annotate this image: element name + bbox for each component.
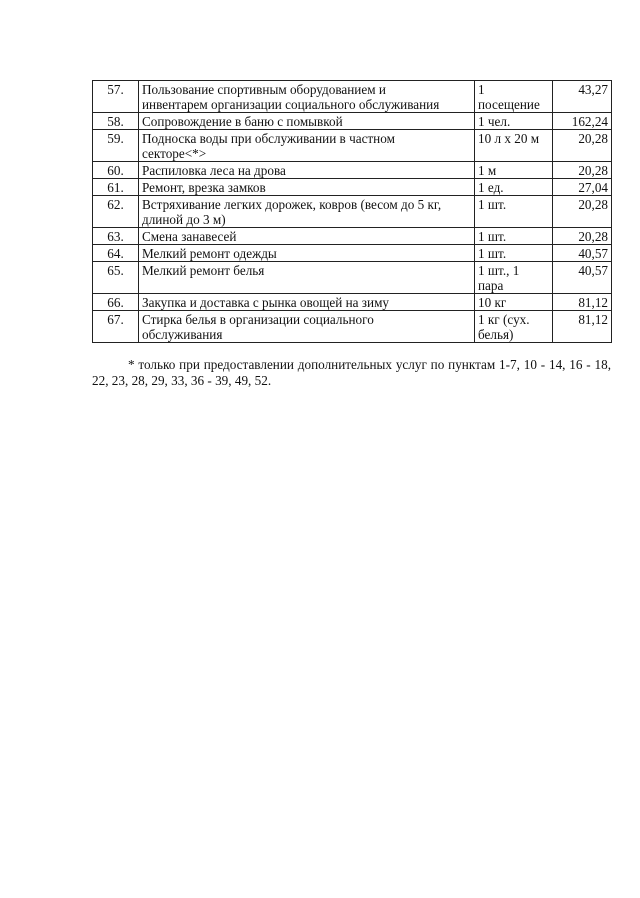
service-unit: 1 посещение	[475, 81, 553, 113]
service-unit: 1 шт.	[475, 228, 553, 245]
service-price: 40,57	[553, 245, 612, 262]
footnote	[92, 357, 611, 389]
service-price: 20,28	[553, 228, 612, 245]
service-unit: 1 шт.	[475, 196, 553, 228]
service-price: 20,28	[553, 130, 612, 162]
service-name: Стирка белья в организации социального обслуживания	[139, 311, 475, 343]
table-row	[93, 294, 612, 311]
service-price: 40,57	[553, 262, 612, 294]
service-name: Сопровождение в баню с помывкой	[139, 113, 475, 130]
service-unit: 10 л х 20 м	[475, 130, 553, 162]
service-unit: 1 шт.	[475, 245, 553, 262]
service-name: Мелкий ремонт одежды	[139, 245, 475, 262]
service-name: Смена занавесей	[139, 228, 475, 245]
table-row	[93, 130, 612, 162]
row-number: 58.	[93, 113, 139, 130]
service-name: Подноска воды при обслуживании в частном секторе<*>	[139, 130, 475, 162]
table-row	[93, 228, 612, 245]
service-price: 81,12	[553, 294, 612, 311]
service-name: Ремонт, врезка замков	[139, 179, 475, 196]
service-name: Закупка и доставка с рынка овощей на зиму	[139, 294, 475, 311]
service-unit: 1 м	[475, 162, 553, 179]
service-name: Мелкий ремонт белья	[139, 262, 475, 294]
service-price: 20,28	[553, 162, 612, 179]
table-row	[93, 262, 612, 294]
service-name: Пользование спортивным оборудованием и инвентарем организации социального обслуживания	[139, 81, 475, 113]
service-unit: 1 кг (сух. белья)	[475, 311, 553, 343]
service-unit: 1 чел.	[475, 113, 553, 130]
table-row	[93, 245, 612, 262]
price-table	[92, 80, 612, 343]
service-unit: 1 ед.	[475, 179, 553, 196]
row-number: 59.	[93, 130, 139, 162]
service-name: Встряхивание легких дорожек, ковров (весом до 5 кг, длиной до 3 м)	[139, 196, 475, 228]
row-number: 67.	[93, 311, 139, 343]
table-row	[93, 113, 612, 130]
row-number: 62.	[93, 196, 139, 228]
service-price: 81,12	[553, 311, 612, 343]
service-price: 20,28	[553, 196, 612, 228]
service-price: 162,24	[553, 113, 612, 130]
table-row	[93, 311, 612, 343]
service-unit: 1 шт., 1 пара	[475, 262, 553, 294]
row-number: 57.	[93, 81, 139, 113]
row-number: 65.	[93, 262, 139, 294]
table-row	[93, 179, 612, 196]
row-number: 64.	[93, 245, 139, 262]
table-row	[93, 81, 612, 113]
service-name: Распиловка леса на дрова	[139, 162, 475, 179]
row-number: 60.	[93, 162, 139, 179]
row-number: 66.	[93, 294, 139, 311]
footnote-text: * только при предоставлении дополнительных услуг по пунктам 1-7, 10 - 14, 16 - 18, 22, 23, 28, 29, 33, 36 - 39, 49, 52.	[92, 357, 611, 388]
service-price: 43,27	[553, 81, 612, 113]
table-row	[93, 162, 612, 179]
service-price: 27,04	[553, 179, 612, 196]
row-number: 63.	[93, 228, 139, 245]
row-number: 61.	[93, 179, 139, 196]
table-row	[93, 196, 612, 228]
service-unit: 10 кг	[475, 294, 553, 311]
